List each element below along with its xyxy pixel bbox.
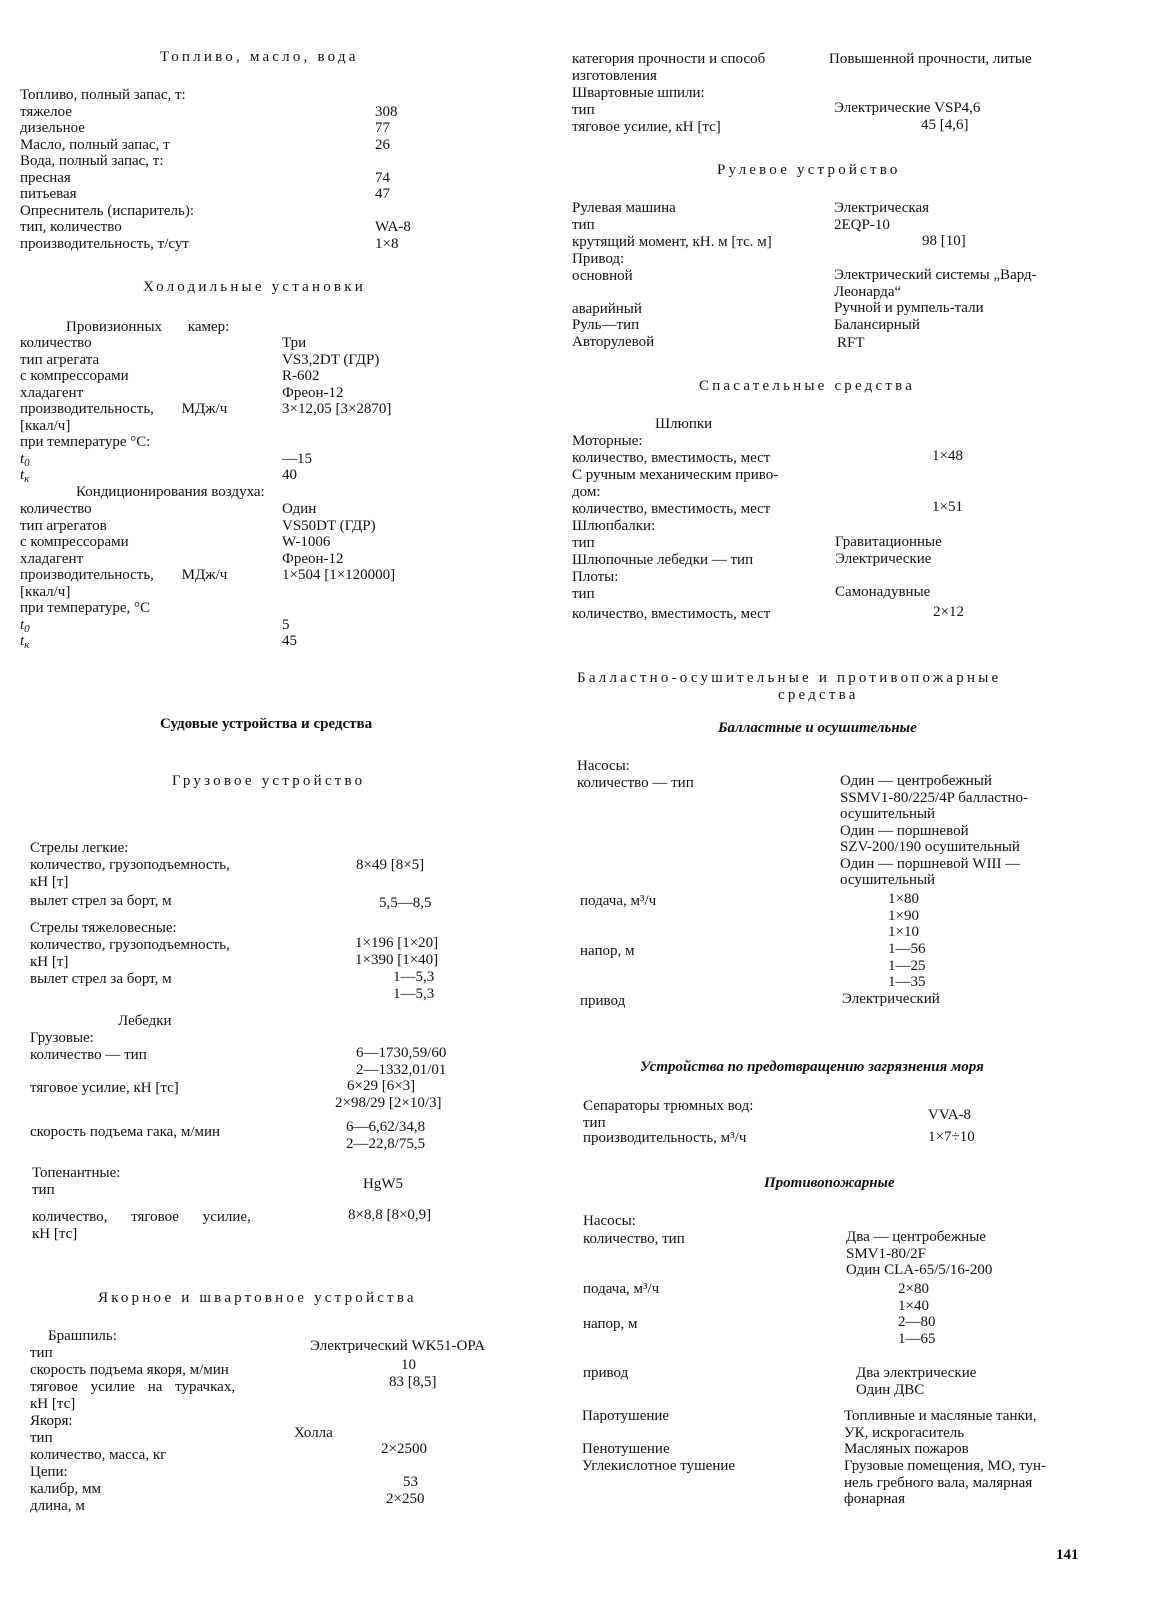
- value-line: 1—25: [888, 957, 926, 974]
- row-value: 45: [282, 633, 297, 649]
- table-row: [20, 418, 540, 435]
- value-line: 1—65: [898, 1330, 936, 1347]
- table-row: [20, 584, 540, 601]
- boom-outreach-label: вылет стрел за борт, м: [30, 893, 172, 909]
- motor-boats-label: Моторные:: [572, 433, 643, 449]
- row-label: $t_0$: [20, 450, 30, 469]
- anchor-mass-label: количество, масса, кг: [30, 1447, 167, 1463]
- value-line: SSMV1-80/225/4P балластно-: [840, 789, 1029, 806]
- row-label: $t_к$: [20, 633, 30, 651]
- table-row: [20, 501, 540, 518]
- steering-gear-value: Электрическая: [834, 200, 930, 216]
- topping-type-value: HgW5: [363, 1176, 403, 1192]
- emergency-drive-label: аварийный: [572, 301, 642, 317]
- booms-light-qty-value: 8×49 [8×5]: [356, 857, 425, 873]
- value-line: 1—56: [888, 941, 926, 957]
- row-label: при температуре, °С: [20, 600, 150, 616]
- boat-winches-value: Электрические: [835, 551, 932, 567]
- anchor-type-value: Холла: [294, 1425, 333, 1441]
- row-label: количество: [20, 335, 92, 351]
- boom-outreach-value: 5,5—8,5: [379, 895, 432, 911]
- table-row: [20, 518, 540, 535]
- table-row: [20, 633, 540, 650]
- fuel-table: [20, 87, 540, 252]
- row-label: хладагент: [20, 550, 84, 567]
- boats-header: Шлюпки: [655, 416, 713, 432]
- separator-type-value: VVA-8: [928, 1107, 972, 1123]
- booms-light-unit: кН [т]: [30, 874, 69, 890]
- rudder-type-value: Балансирный: [834, 317, 920, 333]
- section-title-steering: Рулевое устройство: [717, 162, 901, 178]
- steam-ext-label: Паротушение: [582, 1408, 670, 1424]
- section-title-cargo: Грузовое устройство: [172, 773, 366, 789]
- table-row: [20, 385, 540, 402]
- table-row: [20, 104, 540, 121]
- row-value: 40: [282, 467, 297, 483]
- value-line: 1×40: [898, 1297, 929, 1314]
- davit-type-value: Гравитационные: [835, 534, 942, 550]
- row-value: 1×504 [1×120000]: [282, 567, 396, 583]
- anchor-speed-label: скорость подъема якоря, м/мин: [30, 1362, 229, 1378]
- row-label: Масло, полный запас, т: [20, 136, 170, 153]
- boat-winches-label: Шлюпочные лебедки — тип: [572, 552, 754, 568]
- row-value: Три: [282, 335, 307, 351]
- row-value: 5: [282, 616, 290, 633]
- autopilot-value: RFT: [837, 335, 865, 351]
- row-label: $t_к$: [20, 467, 30, 485]
- value-line: 2×80: [898, 1281, 929, 1297]
- rudder-type-label: Руль—тип: [572, 317, 640, 333]
- fire-qty-type-values: [846, 1229, 1086, 1279]
- fire-drive-values: [856, 1365, 1056, 1398]
- refrig-table-aircon: [20, 501, 540, 650]
- cargo-winches-label: Грузовые:: [30, 1030, 94, 1046]
- value-line: Один — поршневой: [840, 822, 969, 839]
- topping-qty-label: количество, тяговое усилие,: [32, 1209, 251, 1225]
- table-row: [20, 451, 540, 468]
- torque-value: 98 [10]: [922, 233, 966, 249]
- value-line: SZV-200/190 осушительный: [840, 839, 1020, 855]
- row-value: 26: [375, 136, 390, 153]
- row-value: —15: [282, 450, 312, 467]
- fire-qty-type-label: количество, тип: [583, 1231, 685, 1247]
- table-row: [20, 434, 540, 451]
- winch-qty-type-label: количество — тип: [30, 1047, 147, 1063]
- drive-label: Привод:: [572, 251, 625, 267]
- row-label: дизельное: [20, 120, 85, 136]
- section-title-lifesaving: Спасательные средства: [699, 378, 916, 394]
- row-value: 308: [375, 103, 398, 120]
- row-value: VS50DT (ГДР): [282, 517, 376, 534]
- booms-heavy-qty-value-1: 1×196 [1×20]: [355, 935, 439, 951]
- row-label: количество: [20, 501, 92, 517]
- row-value: VS3,2DT (ГДР): [282, 351, 380, 368]
- boom-heavy-outreach-value-1: 1—5,3: [393, 969, 435, 985]
- main-drive-value-1: Электрический системы „Вард-: [834, 267, 1037, 283]
- fire-title: Противопожарные: [764, 1175, 895, 1191]
- winch-qty-type-value-1: 6—1730,59/60: [356, 1045, 447, 1061]
- table-row: [20, 617, 540, 634]
- value-line: 2—80: [898, 1314, 936, 1330]
- raft-type-value: Самонадувные: [835, 584, 931, 600]
- value-line: 1—35: [888, 974, 926, 990]
- emergency-drive-value: Ручной и румпель-тали: [834, 300, 984, 316]
- table-row: [20, 401, 540, 418]
- row-value: Фреон-12: [282, 384, 344, 401]
- section-title-ballast-1: Балластно-осушительные и противопожарные: [577, 670, 1002, 686]
- value-line: Один — поршневой WIII —: [840, 855, 1021, 872]
- hook-speed-label: скорость подъема гака, м/мин: [30, 1124, 221, 1140]
- value-line: Один — центробежный: [840, 773, 992, 789]
- row-value: 47: [375, 186, 390, 202]
- warping-pull-label: тяговое усилие на турачках,: [30, 1379, 236, 1395]
- page-number: 141: [1056, 1547, 1079, 1563]
- section-title-refrigeration: Холодильные установки: [143, 279, 366, 295]
- torque-label: крутящий момент, кН. м [тс. м]: [572, 234, 772, 250]
- table-row: [20, 600, 540, 617]
- co2-ext-values: [844, 1458, 1094, 1508]
- row-value: WA-8: [375, 219, 411, 235]
- boom-heavy-outreach-label: вылет стрел за борт, м: [30, 971, 172, 987]
- windlass-type-value: Электрический WK51-OPA: [310, 1338, 486, 1354]
- booms-heavy-label: Стрелы тяжеловесные:: [30, 920, 177, 936]
- value-line: УК, искрогаситель: [844, 1424, 965, 1441]
- autopilot-label: Авторулевой: [572, 334, 655, 350]
- table-row: [20, 467, 540, 484]
- row-value: Фреон-12: [282, 550, 344, 567]
- main-drive-label: основной: [572, 268, 633, 284]
- steering-gear-label: Рулевая машина: [572, 200, 676, 216]
- ballast-drive-value: Электрический: [842, 991, 940, 1007]
- winch-pull-value-2: 2×98/29 [2×10/3]: [335, 1095, 442, 1111]
- boom-heavy-outreach-value-2: 1—5,3: [393, 986, 435, 1002]
- row-label: хладагент: [20, 384, 84, 401]
- anchor-speed-value: 10: [401, 1357, 416, 1373]
- motor-boats-capacity-value: 1×48: [932, 448, 963, 464]
- hook-speed-value-1: 6—6,62/34,8: [346, 1119, 426, 1135]
- table-row: [20, 551, 540, 568]
- row-label: производительность, т/сут: [20, 235, 189, 252]
- value-line: фонарная: [844, 1491, 905, 1507]
- row-label: при температуре °С:: [20, 434, 151, 450]
- winch-pull-value-1: 6×29 [6×3]: [347, 1078, 416, 1094]
- row-label: Опреснитель (испаритель):: [20, 202, 194, 219]
- value-line: 1×80: [888, 891, 919, 907]
- raft-capacity-label: количество, вместимость, мест: [572, 606, 771, 622]
- capstan-pull-label: тяговое усилие, кН [тс]: [572, 119, 721, 135]
- main-drive-value-2: Леонарда“: [834, 284, 902, 300]
- table-row: [20, 186, 540, 203]
- topping-qty-value: 8×8,8 [8×0,9]: [348, 1207, 432, 1223]
- motor-boats-capacity-label: количество, вместимость, мест: [572, 450, 771, 466]
- strength-category-value: Повышенной прочности, литые: [829, 51, 1032, 67]
- table-row: [20, 219, 540, 236]
- fire-drive-label: привод: [583, 1365, 629, 1381]
- row-label: тяжелое: [20, 103, 72, 120]
- ballast-qty-type-label: количество — тип: [577, 775, 694, 791]
- table-row: [20, 534, 540, 551]
- chains-label: Цепи:: [30, 1464, 68, 1480]
- table-row: [20, 87, 540, 104]
- booms-heavy-unit: кН [т]: [30, 954, 69, 970]
- foam-ext-value: Масляных пожаров: [844, 1441, 969, 1457]
- hook-speed-value-2: 2—22,8/75,5: [346, 1136, 426, 1152]
- capstans-label: Швартовные шпили:: [572, 85, 705, 101]
- row-value: W-1006: [282, 534, 331, 550]
- winch-qty-type-value-2: 2—1332,01/01: [356, 1062, 447, 1078]
- ballast-head-label: напор, м: [580, 943, 635, 959]
- section-title-fuel: Топливо, масло, вода: [160, 49, 359, 65]
- strength-category-label: категория прочности и способ: [572, 51, 766, 67]
- manual-boats-capacity-value: 1×51: [932, 499, 963, 515]
- value-line: SMV1-80/2F: [846, 1245, 927, 1262]
- row-label: питьевая: [20, 186, 77, 202]
- capstan-type-value: Электрические VSP4,6: [834, 100, 981, 116]
- devices-title: Судовые устройства и средства: [160, 716, 373, 732]
- anchors-label: Якоря:: [30, 1413, 73, 1429]
- manual-boats-label-1: С ручным механическим приво-: [572, 467, 779, 483]
- raft-capacity-value: 2×12: [933, 604, 964, 620]
- value-line: осушительный: [840, 872, 936, 888]
- value-line: 1×10: [888, 924, 919, 940]
- winch-pull-label: тяговое усилие, кН [тс]: [30, 1080, 179, 1096]
- row-value: Один: [282, 501, 317, 517]
- value-line: осушительный: [840, 806, 936, 822]
- chain-calibre-label: калибр, мм: [30, 1481, 101, 1497]
- strength-category-label-2: изготовления: [572, 68, 657, 84]
- row-label: Топливо, полный запас, т:: [20, 87, 186, 103]
- steering-type-value: 2EQP-10: [834, 217, 890, 233]
- value-line: Два — центробежные: [846, 1229, 986, 1245]
- row-label: тип агрегата: [20, 351, 100, 368]
- foam-ext-label: Пенотушение: [582, 1441, 670, 1457]
- row-label: с компрессорами: [20, 534, 129, 550]
- row-label: производительность, МДж/ч: [20, 401, 228, 417]
- chain-length-value: 2×250: [386, 1491, 425, 1507]
- row-label: пресная: [20, 169, 71, 186]
- windlass-label: Брашпиль:: [48, 1328, 117, 1344]
- anchor-mass-value: 2×2500: [381, 1441, 427, 1457]
- pollution-title: Устройства по предотвращению загрязнения моря: [640, 1059, 984, 1075]
- steering-type-label: тип: [572, 217, 595, 233]
- booms-light-qty-label: количество, грузоподъемность,: [30, 857, 230, 873]
- table-row: [20, 352, 540, 369]
- separator-capacity-value: 1×7÷10: [928, 1129, 975, 1145]
- row-label: Вода, полный запас, т:: [20, 153, 164, 169]
- air-conditioning-header: Кондиционирования воздуха:: [76, 484, 265, 500]
- co2-ext-label: Углекислотное тушение: [582, 1458, 736, 1474]
- chain-length-label: длина, м: [30, 1498, 85, 1514]
- prov-chambers-header: Провизионных камер:: [66, 319, 230, 335]
- fire-flow-values: [898, 1281, 978, 1314]
- row-value: 77: [375, 120, 390, 136]
- steam-ext-values: [844, 1408, 1094, 1441]
- fire-head-values: [898, 1314, 978, 1347]
- winches-header: Лебедки: [118, 1013, 172, 1029]
- table-row: [20, 153, 540, 170]
- booms-heavy-qty-value-2: 1×390 [1×40]: [355, 952, 439, 968]
- row-label: с компрессорами: [20, 368, 129, 384]
- ballast-subtitle: Балластные и осушительные: [718, 720, 917, 736]
- table-row: [20, 120, 540, 137]
- table-row: [20, 368, 540, 385]
- row-label: производительность, МДж/ч: [20, 567, 228, 583]
- table-row: [20, 335, 540, 352]
- manual-boats-capacity-label: количество, вместимость, мест: [572, 501, 771, 517]
- booms-heavy-qty-label: количество, грузоподъемность,: [30, 937, 230, 953]
- ballast-flow-label: подача, м³/ч: [580, 893, 657, 909]
- table-row: [20, 567, 540, 584]
- value-line: нель гребного вала, малярная: [844, 1474, 1033, 1491]
- section-title-ballast-2: средства: [778, 687, 859, 703]
- row-label: $t_0$: [20, 616, 30, 635]
- table-row: [20, 236, 540, 253]
- warping-pull-value: 83 [8,5]: [389, 1374, 437, 1390]
- row-label: [ккал/ч]: [20, 417, 71, 434]
- row-value: 3×12,05 [3×2870]: [282, 401, 392, 417]
- capstan-type-label: тип: [572, 102, 595, 118]
- value-line: Один CLA-65/5/16-200: [846, 1262, 993, 1278]
- row-label: тип, количество: [20, 219, 122, 235]
- row-value: 1×8: [375, 235, 399, 252]
- ballast-head-values: [888, 941, 968, 991]
- separator-capacity-label: производительность, м³/ч: [583, 1130, 747, 1146]
- topping-type-label: тип: [32, 1182, 55, 1198]
- davit-type-label: тип: [572, 535, 595, 551]
- table-row: [20, 203, 540, 220]
- ballast-flow-values: [888, 891, 968, 941]
- warping-pull-unit: кН [тс]: [30, 1396, 76, 1412]
- separators-label: Сепараторы трюмных вод:: [583, 1098, 754, 1114]
- windlass-type-label: тип: [30, 1345, 53, 1361]
- manual-boats-label-2: дом:: [572, 484, 601, 500]
- fire-pumps-label: Насосы:: [583, 1213, 636, 1229]
- fire-head-label: напор, м: [583, 1316, 638, 1332]
- ballast-drive-label: привод: [580, 993, 626, 1009]
- value-line: Один ДВС: [856, 1381, 925, 1398]
- table-row: [20, 137, 540, 154]
- booms-light-label: Стрелы легкие:: [30, 840, 129, 856]
- fire-flow-label: подача, м³/ч: [583, 1281, 660, 1297]
- ballast-qty-type-values: [840, 773, 1080, 889]
- row-value: 74: [375, 169, 390, 186]
- value-line: Грузовые помещения, МО, тун-: [844, 1458, 1047, 1474]
- topping-winches-label: Топенантные:: [32, 1165, 121, 1181]
- value-line: Два электрические: [856, 1365, 977, 1381]
- section-title-anchor: Якорное и швартовное устройства: [98, 1290, 417, 1306]
- chain-calibre-value: 53: [403, 1474, 418, 1490]
- separator-type-label: тип: [583, 1115, 606, 1131]
- value-line: Топливные и масляные танки,: [844, 1408, 1037, 1424]
- refrig-table-provision: [20, 335, 540, 484]
- topping-qty-unit: кН [тс]: [32, 1226, 78, 1242]
- raft-type-label: тип: [572, 586, 595, 602]
- capstan-pull-value: 45 [4,6]: [921, 117, 969, 133]
- row-value: R-602: [282, 368, 320, 384]
- value-line: 1×90: [888, 907, 919, 924]
- row-label: тип агрегатов: [20, 517, 107, 534]
- davits-label: Шлюпбалки:: [572, 518, 656, 534]
- rafts-label: Плоты:: [572, 569, 619, 585]
- anchor-type-label: тип: [30, 1430, 53, 1446]
- table-row: [20, 170, 540, 187]
- ballast-pumps-label: Насосы:: [577, 758, 630, 774]
- row-label: [ккал/ч]: [20, 583, 71, 600]
